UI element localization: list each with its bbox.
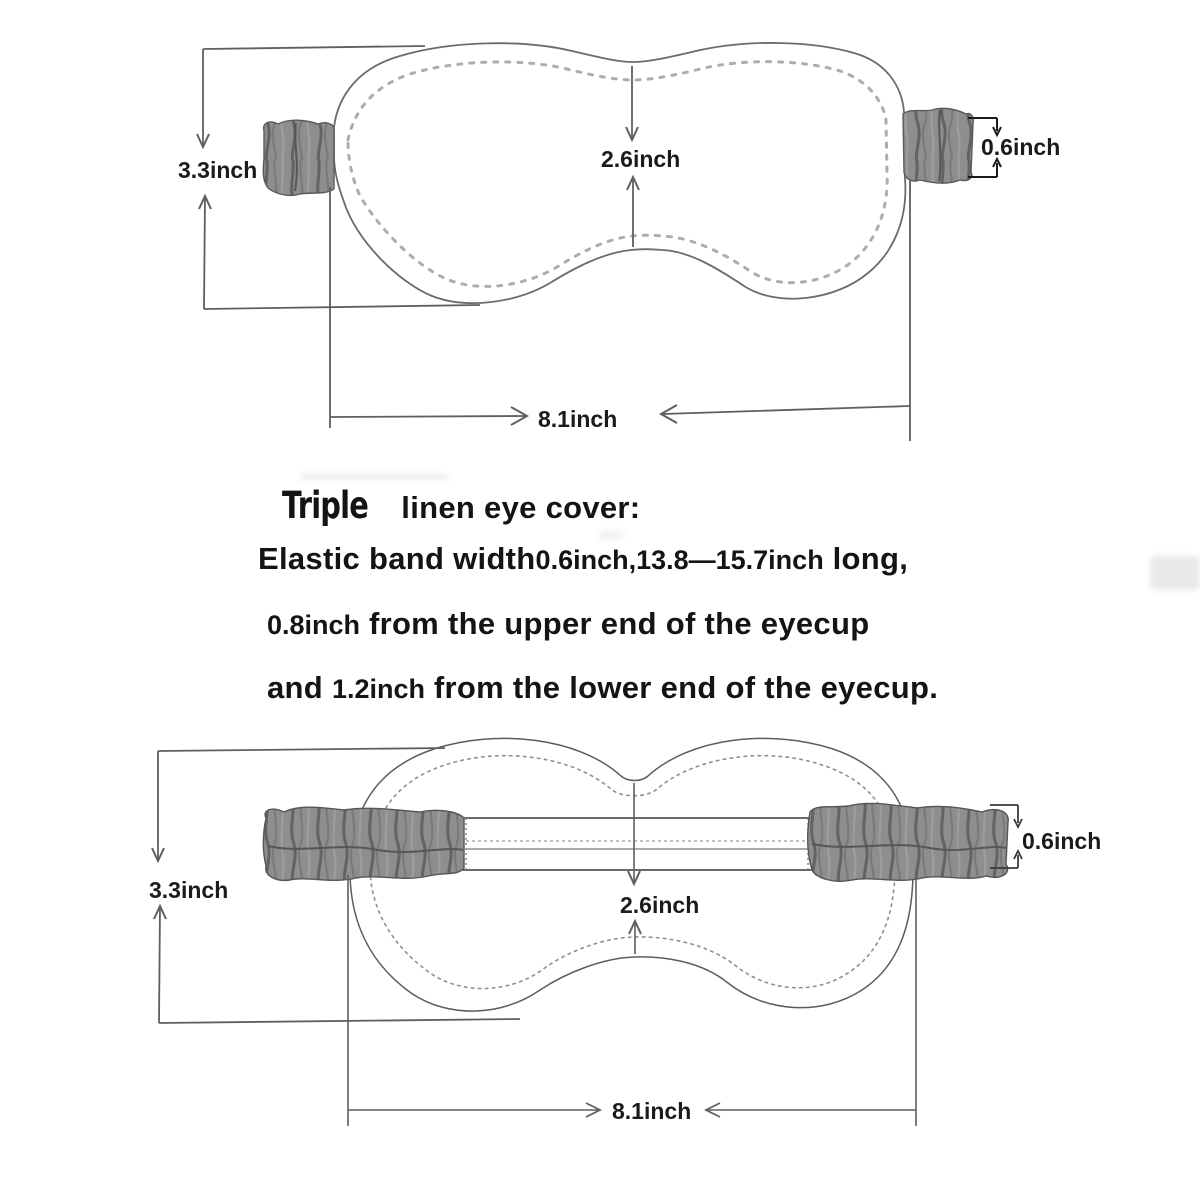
strap-flat-body (462, 818, 812, 870)
back-eye-height-label: 2.6inch (620, 892, 700, 918)
description-title-rest: linen eye cover: (392, 490, 641, 525)
top-band-width-label: 0.6inch (981, 134, 1061, 160)
back-view-diagram (149, 738, 1101, 1126)
description-line4 (267, 670, 938, 706)
top-height-label: 3.3inch (178, 157, 258, 183)
line2-bold-end: long, (823, 541, 909, 576)
back-strap-flat-section (462, 818, 812, 870)
back-height-ext-bottom (159, 1019, 520, 1023)
line2-bold: Elastic band width (258, 541, 536, 576)
top-width-line-right (663, 406, 910, 414)
top-right-tab-crease (939, 110, 940, 181)
top-eye-height-label: 2.6inch (601, 146, 681, 172)
back-band-width-label: 0.6inch (1022, 828, 1102, 854)
back-height-label: 3.3inch (149, 877, 229, 903)
top-width-line-left (330, 416, 525, 417)
back-height-ext-top (158, 748, 445, 751)
description-line3 (267, 606, 869, 642)
description-title-accent: Triple (282, 484, 369, 527)
top-height-ext-top (203, 46, 425, 49)
top-width-label: 8.1inch (538, 406, 618, 432)
top-height-line-lower (204, 196, 205, 309)
top-height-ext-bottom (204, 305, 480, 309)
back-left-elastic-band (263, 807, 464, 880)
scan-smudge (598, 530, 624, 540)
top-right-elastic-tab (903, 108, 973, 183)
scan-smudge (300, 474, 450, 480)
top-left-elastic-tab (263, 120, 334, 195)
top-view-diagram (178, 43, 1060, 441)
description-title (282, 484, 640, 527)
line3-numbers: 0.8inch (267, 610, 361, 640)
back-right-elastic-band (808, 803, 1009, 881)
back-width-label: 8.1inch (612, 1098, 692, 1124)
line4-numbers: 1.2inch (331, 674, 425, 704)
back-height-line-lower (159, 906, 160, 1023)
line4-bold-end: from the lower end of the eyecup. (424, 670, 939, 705)
line3-bold: from the upper end of the eyecup (360, 606, 870, 641)
line2-numbers: 0.6inch,13.8—15.7inch (535, 545, 824, 575)
line4-bold-start: and (267, 670, 332, 705)
description-line2 (258, 541, 908, 577)
scan-smudge (1150, 556, 1200, 590)
